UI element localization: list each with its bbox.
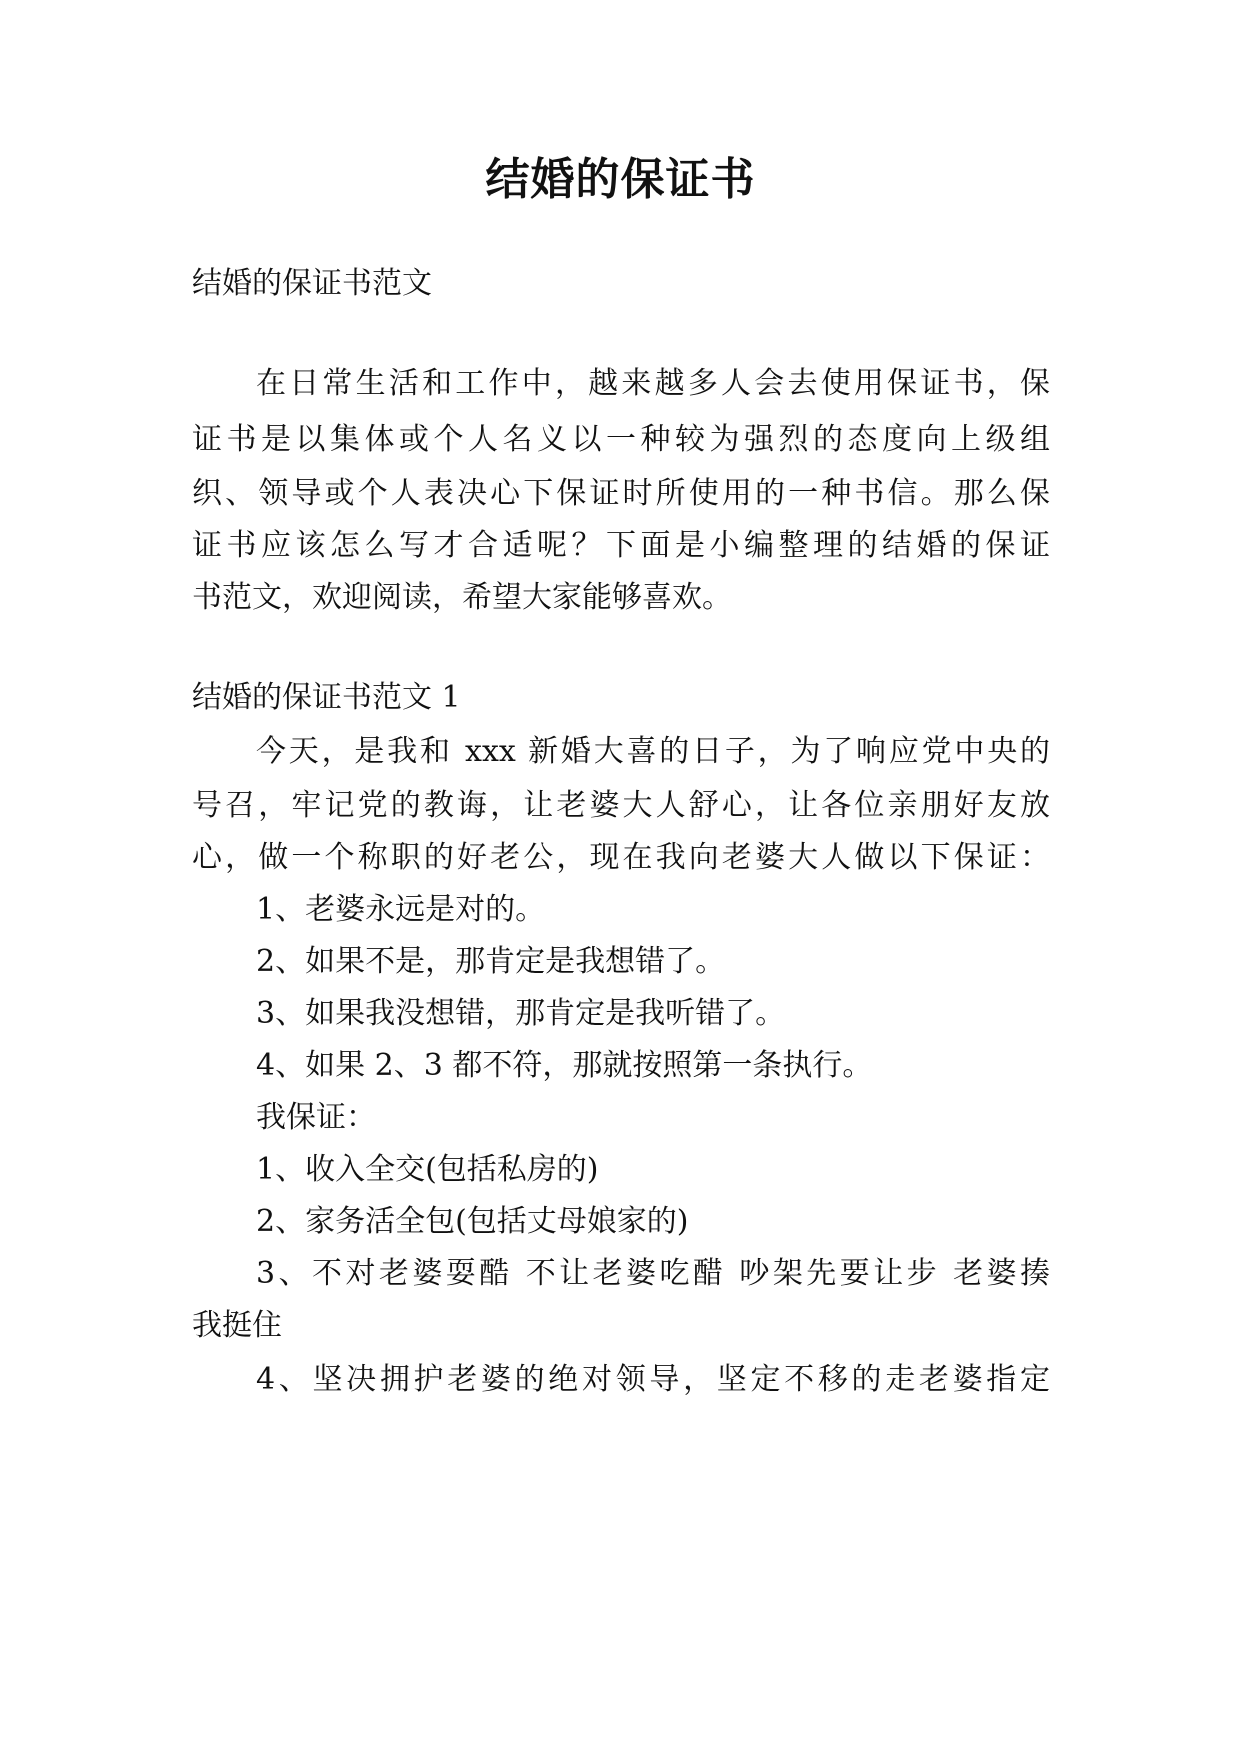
intro-line-3: 织、领导或个人表决心下保证时所使用的一种书信。那么保 bbox=[192, 476, 1050, 511]
document-title: 结婚的保证书 bbox=[485, 154, 756, 205]
intro-line-1: 在日常生活和工作中，越来越多人会去使用保证书，保 bbox=[256, 366, 1050, 401]
intro-line-4: 证书应该怎么写才合适呢？下面是小编整理的结婚的保证 bbox=[192, 528, 1050, 563]
intro-line-2: 证书是以集体或个人名义以一种较为强烈的态度向上级组 bbox=[192, 422, 1050, 457]
document-subtitle: 结婚的保证书范文 bbox=[192, 266, 432, 301]
pledge-item: 2、家务活全包(包括丈母娘家的) bbox=[256, 1204, 689, 1239]
pledge-label: 我保证： bbox=[256, 1100, 376, 1135]
rule-item: 1、老婆永远是对的。 bbox=[256, 892, 546, 927]
pledge-item-3-line-1: 3、不对老婆耍酷 不让老婆吃醋 吵架先要让步 老婆揍 bbox=[256, 1256, 1050, 1291]
rule-item: 2、如果不是，那肯定是我想错了。 bbox=[256, 944, 726, 979]
pledge-item-3-line-2: 我挺住 bbox=[192, 1308, 282, 1343]
body-line-3: 心，做一个称职的好老公，现在我向老婆大人做以下保证： bbox=[192, 840, 1050, 875]
rule-item: 4、如果 2、3 都不符，那就按照第一条执行。 bbox=[256, 1048, 873, 1083]
pledge-item-4-line-1: 4、坚决拥护老婆的绝对领导，坚定不移的走老婆指定 bbox=[256, 1362, 1050, 1397]
section-heading: 结婚的保证书范文 1 bbox=[192, 680, 461, 715]
body-line-2: 号召，牢记党的教诲，让老婆大人舒心，让各位亲朋好友放 bbox=[192, 788, 1050, 823]
pledge-item: 1、收入全交(包括私房的) bbox=[256, 1152, 599, 1187]
body-line-1: 今天，是我和 xxx 新婚大喜的日子，为了响应党中央的 bbox=[256, 734, 1050, 769]
rule-item: 3、如果我没想错，那肯定是我听错了。 bbox=[256, 996, 786, 1031]
intro-line-5: 书范文，欢迎阅读，希望大家能够喜欢。 bbox=[192, 580, 732, 615]
